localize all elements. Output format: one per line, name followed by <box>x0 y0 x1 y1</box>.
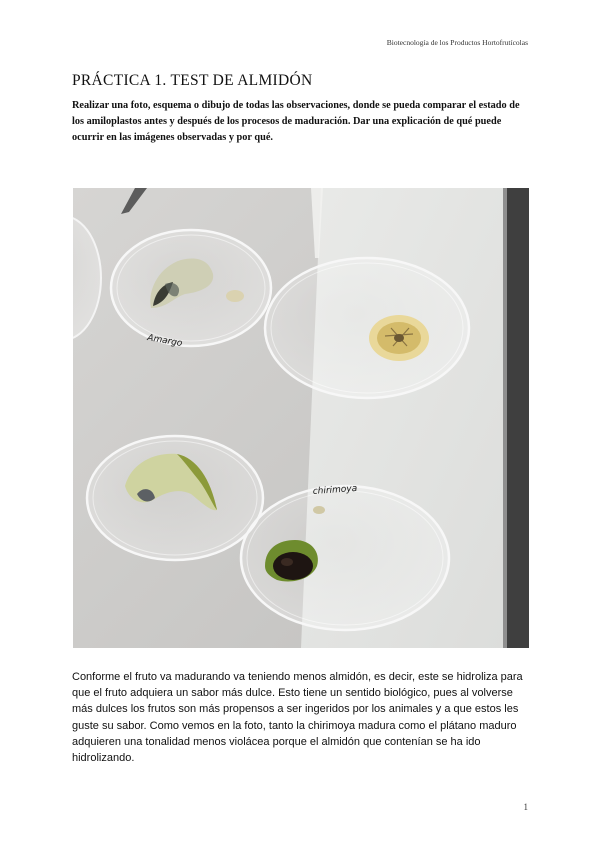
experiment-photo <box>73 188 529 648</box>
dish-label-chirimoya: chirimoya <box>312 483 358 497</box>
petri-dish-bottom-right <box>241 484 449 630</box>
page-number: 1 <box>523 802 528 812</box>
photo-dark-edge <box>505 188 529 648</box>
petri-dish-top-right <box>265 258 469 398</box>
dish-label-amargo: Amargo <box>146 333 184 350</box>
petri-dish-bottom-left <box>87 436 263 560</box>
photo-illustration <box>73 188 529 648</box>
instructions-paragraph: Realizar una foto, esquema o dibujo de todas las observaciones, donde se pueda comparar el estado de los amiloplastos antes y después de los procesos de maduración. Dar una explicación de qué puede ocurrir en las imágenes observadas y por qué. <box>72 100 520 143</box>
explanation-paragraph: Conforme el fruto va madurando va teniendo menos almidón, es decir, este se hidroliza para que el fruto adquiera un sabor más dulce. Esto tiene un sentido biológico, pues al volverse más dulces los frutos son más propensos a ser ingeridos por los animales y a que estos les guste su sabor. Como vemos en la foto, tanto la chirimoya madura como el plátano maduro adquieren una tonalidad menos violácea porque el almidón que contenían se ha ido hidrolizando. <box>72 671 523 765</box>
running-header: Biotecnología de los Productos Hortofrutícolas <box>386 38 528 47</box>
page-title: PRÁCTICA 1. TEST DE ALMIDÓN <box>72 72 313 89</box>
